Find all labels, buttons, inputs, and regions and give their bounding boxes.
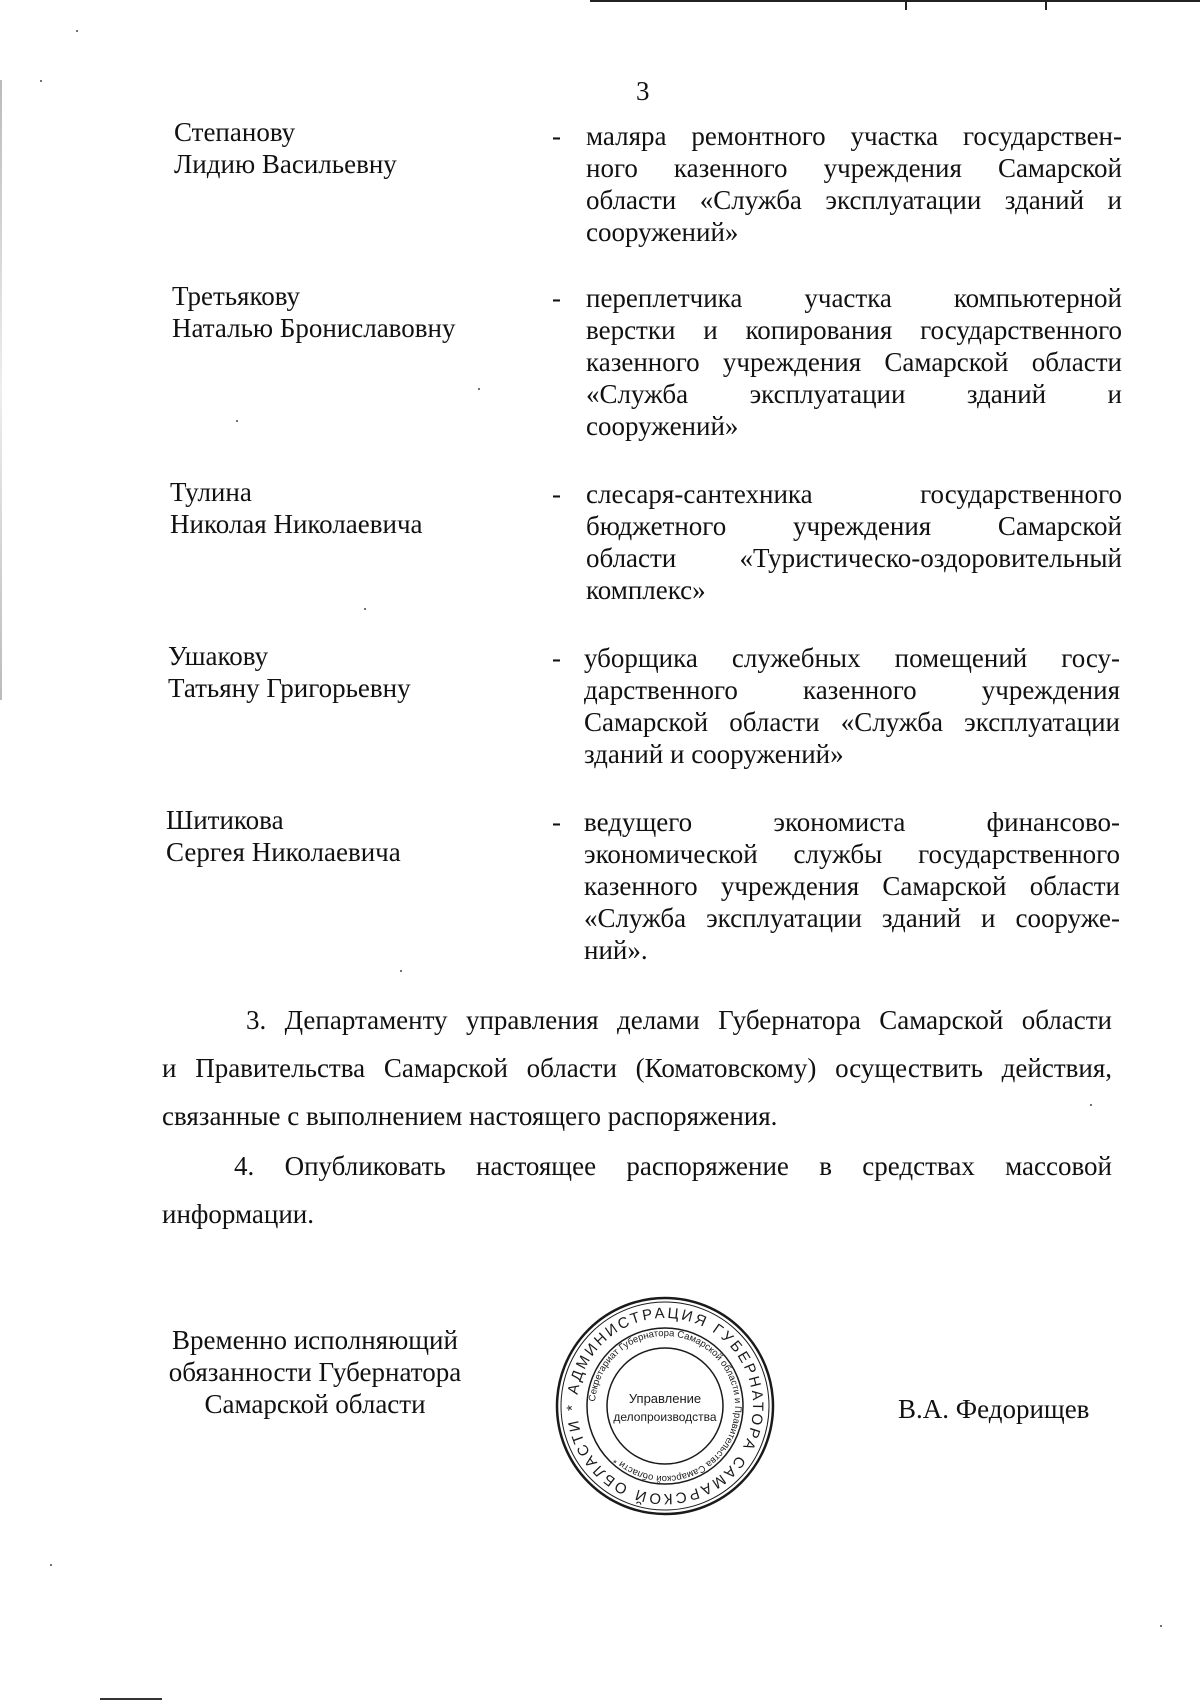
position-description: ведущего экономиста финансово- экономической службы государственного казенного учреждения Самарской области «Служба эксплуатации зданий и сооруже- ний». [584,807,1120,965]
seal-center-line-2: делопроизводства [613,1410,717,1424]
scan-edge-left [0,80,2,700]
entry-dash: - [552,121,561,151]
scan-edge-top [590,0,1200,2]
seal-center-line-1: Управление [628,1391,702,1406]
seal-outer-text: АДМИНИСТРАЦИЯ ГУБЕРНАТОРА САМАРСКОЙ ОБЛАСТИ * [563,1304,767,1508]
scan-speck [364,608,366,610]
scan-tick [905,0,907,10]
signatory-title: Временно исполняющий обязанности Губернатора Самарской области [168,1325,462,1419]
scan-speck [400,970,402,972]
scan-speck [478,388,480,390]
entry-dash: - [552,807,561,837]
scan-speck [1160,1625,1162,1627]
scan-mark-bottom [100,1698,162,1700]
signatory-name: В.А. Федорищев [898,1394,1090,1424]
position-description: маляра ремонтного участка государствен- ного казенного учреждения Самарской области «Служба эксплуатации зданий и сооружений» [586,121,1122,247]
entry-dash: - [552,643,561,673]
seal-inner-ring [607,1348,723,1464]
person-name: Шитикова Сергея Николаевича [166,805,401,867]
person-name: Степанову Лидию Васильевну [174,117,397,179]
official-seal [552,1293,778,1519]
person-name: Ушакову Татьяну Григорьевну [168,641,411,703]
page-number: 3 [636,76,650,106]
scan-speck [40,80,42,82]
position-description: уборщика служебных помещений госу- дарственного казенного учреждения Самарской области «Служба эксплуатации зданий и сооружений» [584,643,1120,769]
position-description: слесаря-сантехника государственного бюджетного учреждения Самарской области «Туристическо-оздоровительный комплекс» [586,479,1122,605]
position-description: переплетчика участка компьютерной верстки и копирования государственного казенного учреждения Самарской области «Служба эксплуатации зданий и сооружений» [586,283,1122,441]
scan-speck [76,30,78,32]
entry-dash: - [552,283,561,313]
scan-speck [236,420,238,422]
scan-speck [50,1564,52,1566]
person-name: Тулина Николая Николаевича [170,477,423,539]
scan-tick [1045,0,1047,10]
seal-inner-text: Секретариат Губернатора Самарской области и Правительства Самарской области * [587,1327,744,1485]
person-name: Третьякову Наталью Брониславовну [172,281,456,343]
paragraph-3: 3. Департаменту управления делами Губернатора Самарской области и Правительства Самарской области (Коматовскому) осуществить действия, связанные с выполнением настоящего распоряжения. [162,1005,1112,1131]
entry-dash: - [552,479,561,509]
paragraph-4: 4. Опубликовать настоящее распоряжение в средствах массовой информации. [162,1151,1112,1229]
